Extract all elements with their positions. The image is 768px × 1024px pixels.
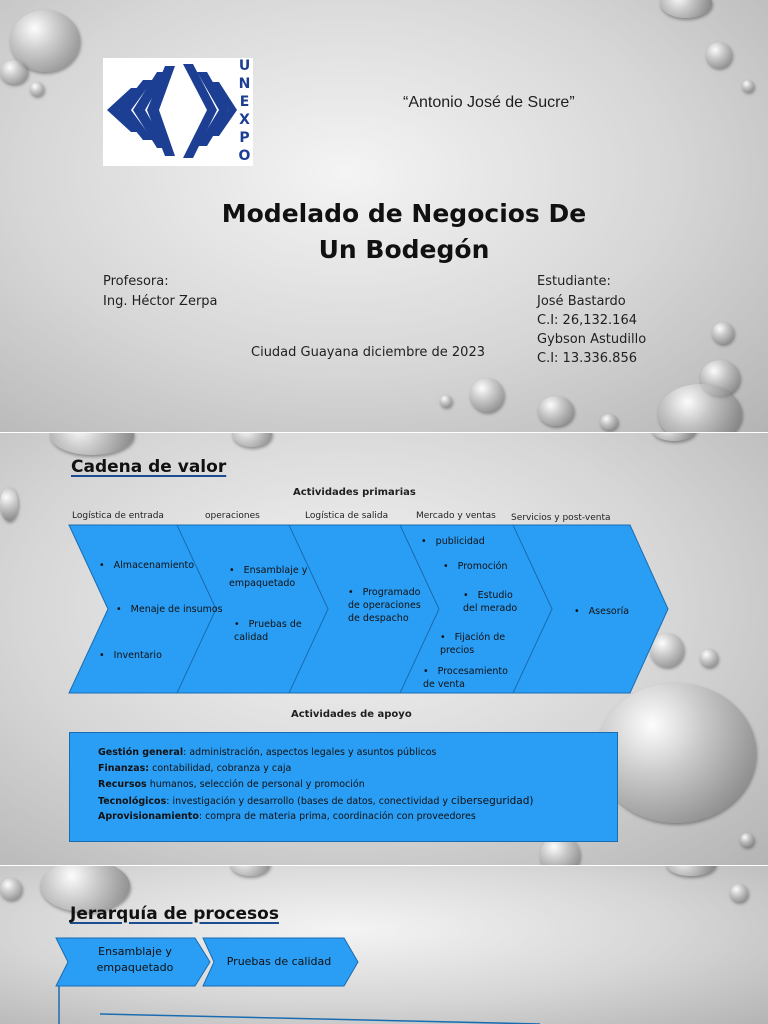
support-label: Finanzas: xyxy=(98,763,150,774)
logo-letter: N xyxy=(238,76,251,92)
bullet-text: Asesoría xyxy=(588,606,630,617)
support-text-tail: ciberseguridad) xyxy=(451,795,534,807)
support-text: contabilidad, cobranza y caja xyxy=(149,763,292,774)
bullet-item xyxy=(443,560,508,573)
bullet-item xyxy=(229,564,321,590)
connector-line xyxy=(100,1014,540,1024)
bullet-item xyxy=(463,589,525,615)
bullet-item xyxy=(234,618,306,644)
bullet-item xyxy=(99,649,162,662)
bullet-item xyxy=(421,535,485,548)
support-label: Gestión general xyxy=(98,747,184,758)
logo-letter: O xyxy=(238,148,251,164)
bullet-text: Menaje de insumos xyxy=(130,604,223,615)
water-drop xyxy=(470,378,504,412)
professor-label: Profesora: xyxy=(103,274,169,289)
logo-letter: X xyxy=(239,112,250,128)
location-date: Ciudad Guayana diciembre de 2023 xyxy=(251,345,485,360)
process-step-2: Pruebas de calidad xyxy=(226,955,332,968)
support-activities-title: Actividades de apoyo xyxy=(291,709,412,720)
stage-label-marketing: Mercado y ventas xyxy=(416,511,496,521)
water-drop xyxy=(0,60,28,84)
bullet-item xyxy=(116,603,223,616)
support-label: Aprovisionamiento xyxy=(98,811,199,822)
bullet-dot: • xyxy=(116,604,122,615)
student-label: Estudiante: xyxy=(537,274,611,289)
title-slide xyxy=(0,0,768,432)
student1-name: José Bastardo xyxy=(537,294,626,309)
student2-ci: C.I: 13.336.856 xyxy=(537,351,637,366)
stage-label-operations: operaciones xyxy=(205,511,260,521)
support-line-management xyxy=(98,747,436,758)
institution-subtitle: “Antonio José de Sucre” xyxy=(403,94,575,111)
bullet-dot: • xyxy=(440,632,446,643)
professor-name: Ing. Héctor Zerpa xyxy=(103,294,218,309)
logo-letter: P xyxy=(239,130,250,146)
support-activities-box xyxy=(69,732,618,842)
water-drop xyxy=(712,322,734,344)
bullet-item xyxy=(99,559,194,572)
process-hierarchy-heading: Jerarquía de procesos xyxy=(70,904,279,924)
water-drop xyxy=(742,80,754,92)
water-drop xyxy=(440,395,452,407)
support-line-hr xyxy=(98,779,365,790)
bullet-dot: • xyxy=(99,650,105,661)
bullet-item xyxy=(348,586,432,625)
support-line-technology xyxy=(98,795,534,807)
bullet-dot: • xyxy=(463,590,469,601)
water-drop xyxy=(706,42,732,68)
bullet-dot: • xyxy=(99,560,105,571)
stage-label-inbound: Logística de entrada xyxy=(72,511,164,521)
bullet-text: Procesamiento de venta xyxy=(423,666,508,690)
process-hierarchy-slide xyxy=(0,866,768,1024)
support-text: humanos, selección de personal y promoción xyxy=(146,779,365,790)
bullet-text: Estudio del merado xyxy=(463,590,518,614)
stage-label-service: Servicios y post-venta xyxy=(511,513,611,523)
title-line-2: Un Bodegón xyxy=(318,235,490,264)
bullet-text: Fijación de precios xyxy=(440,632,506,656)
bullet-text: Ensamblaje y empaquetado xyxy=(229,565,308,589)
bullet-dot: • xyxy=(443,561,449,572)
water-drop xyxy=(600,414,618,430)
support-line-finance xyxy=(98,763,291,774)
student1-ci: C.I: 26,132.164 xyxy=(537,313,637,328)
bullet-text: Pruebas de calidad xyxy=(234,619,302,643)
bullet-dot: • xyxy=(229,565,235,576)
bullet-text: Inventario xyxy=(113,650,162,661)
water-drop xyxy=(660,0,712,18)
logo-letters xyxy=(236,58,253,166)
logo-letter: U xyxy=(238,58,251,74)
bullet-text: Promoción xyxy=(457,561,508,572)
unexpo-logo xyxy=(103,58,253,166)
bullet-text: Programado de operaciones de despacho xyxy=(348,587,421,624)
water-drop xyxy=(538,396,574,426)
bullet-dot: • xyxy=(234,619,240,630)
presentation-title xyxy=(0,196,768,268)
student2-name: Gybson Astudillo xyxy=(537,332,647,347)
primary-activities-title: Actividades primarias xyxy=(293,487,416,498)
bullet-text: publicidad xyxy=(435,536,485,547)
support-label: Recursos xyxy=(98,779,147,790)
process-step-1: Ensamblaje y empaquetado xyxy=(96,945,174,974)
value-chain-slide xyxy=(0,433,768,865)
title-line-1: Modelado de Negocios De xyxy=(221,199,587,228)
support-text: : compra de materia prima, coordinación con proveedores xyxy=(198,811,476,822)
logo-letter: E xyxy=(239,94,250,110)
support-text: : investigación y desarrollo (bases de datos, conectividad y xyxy=(166,796,452,807)
bullet-dot: • xyxy=(423,666,429,677)
bullet-item xyxy=(423,665,515,691)
bullet-dot: • xyxy=(574,606,580,617)
bullet-dot: • xyxy=(421,536,427,547)
support-line-procurement xyxy=(98,811,476,822)
unexpo-emblem-icon xyxy=(103,58,253,166)
water-drop xyxy=(30,82,44,96)
stage-label-outbound: Logística de salida xyxy=(305,511,389,521)
bullet-dot: • xyxy=(348,587,354,598)
bullet-text: Almacenamiento xyxy=(113,560,195,571)
support-text: : administración, aspectos legales y asuntos públicos xyxy=(183,747,437,758)
bullet-item xyxy=(574,605,629,618)
bullet-item xyxy=(440,631,510,657)
support-label: Tecnológicos xyxy=(98,796,167,807)
value-chain-heading: Cadena de valor xyxy=(71,457,227,477)
